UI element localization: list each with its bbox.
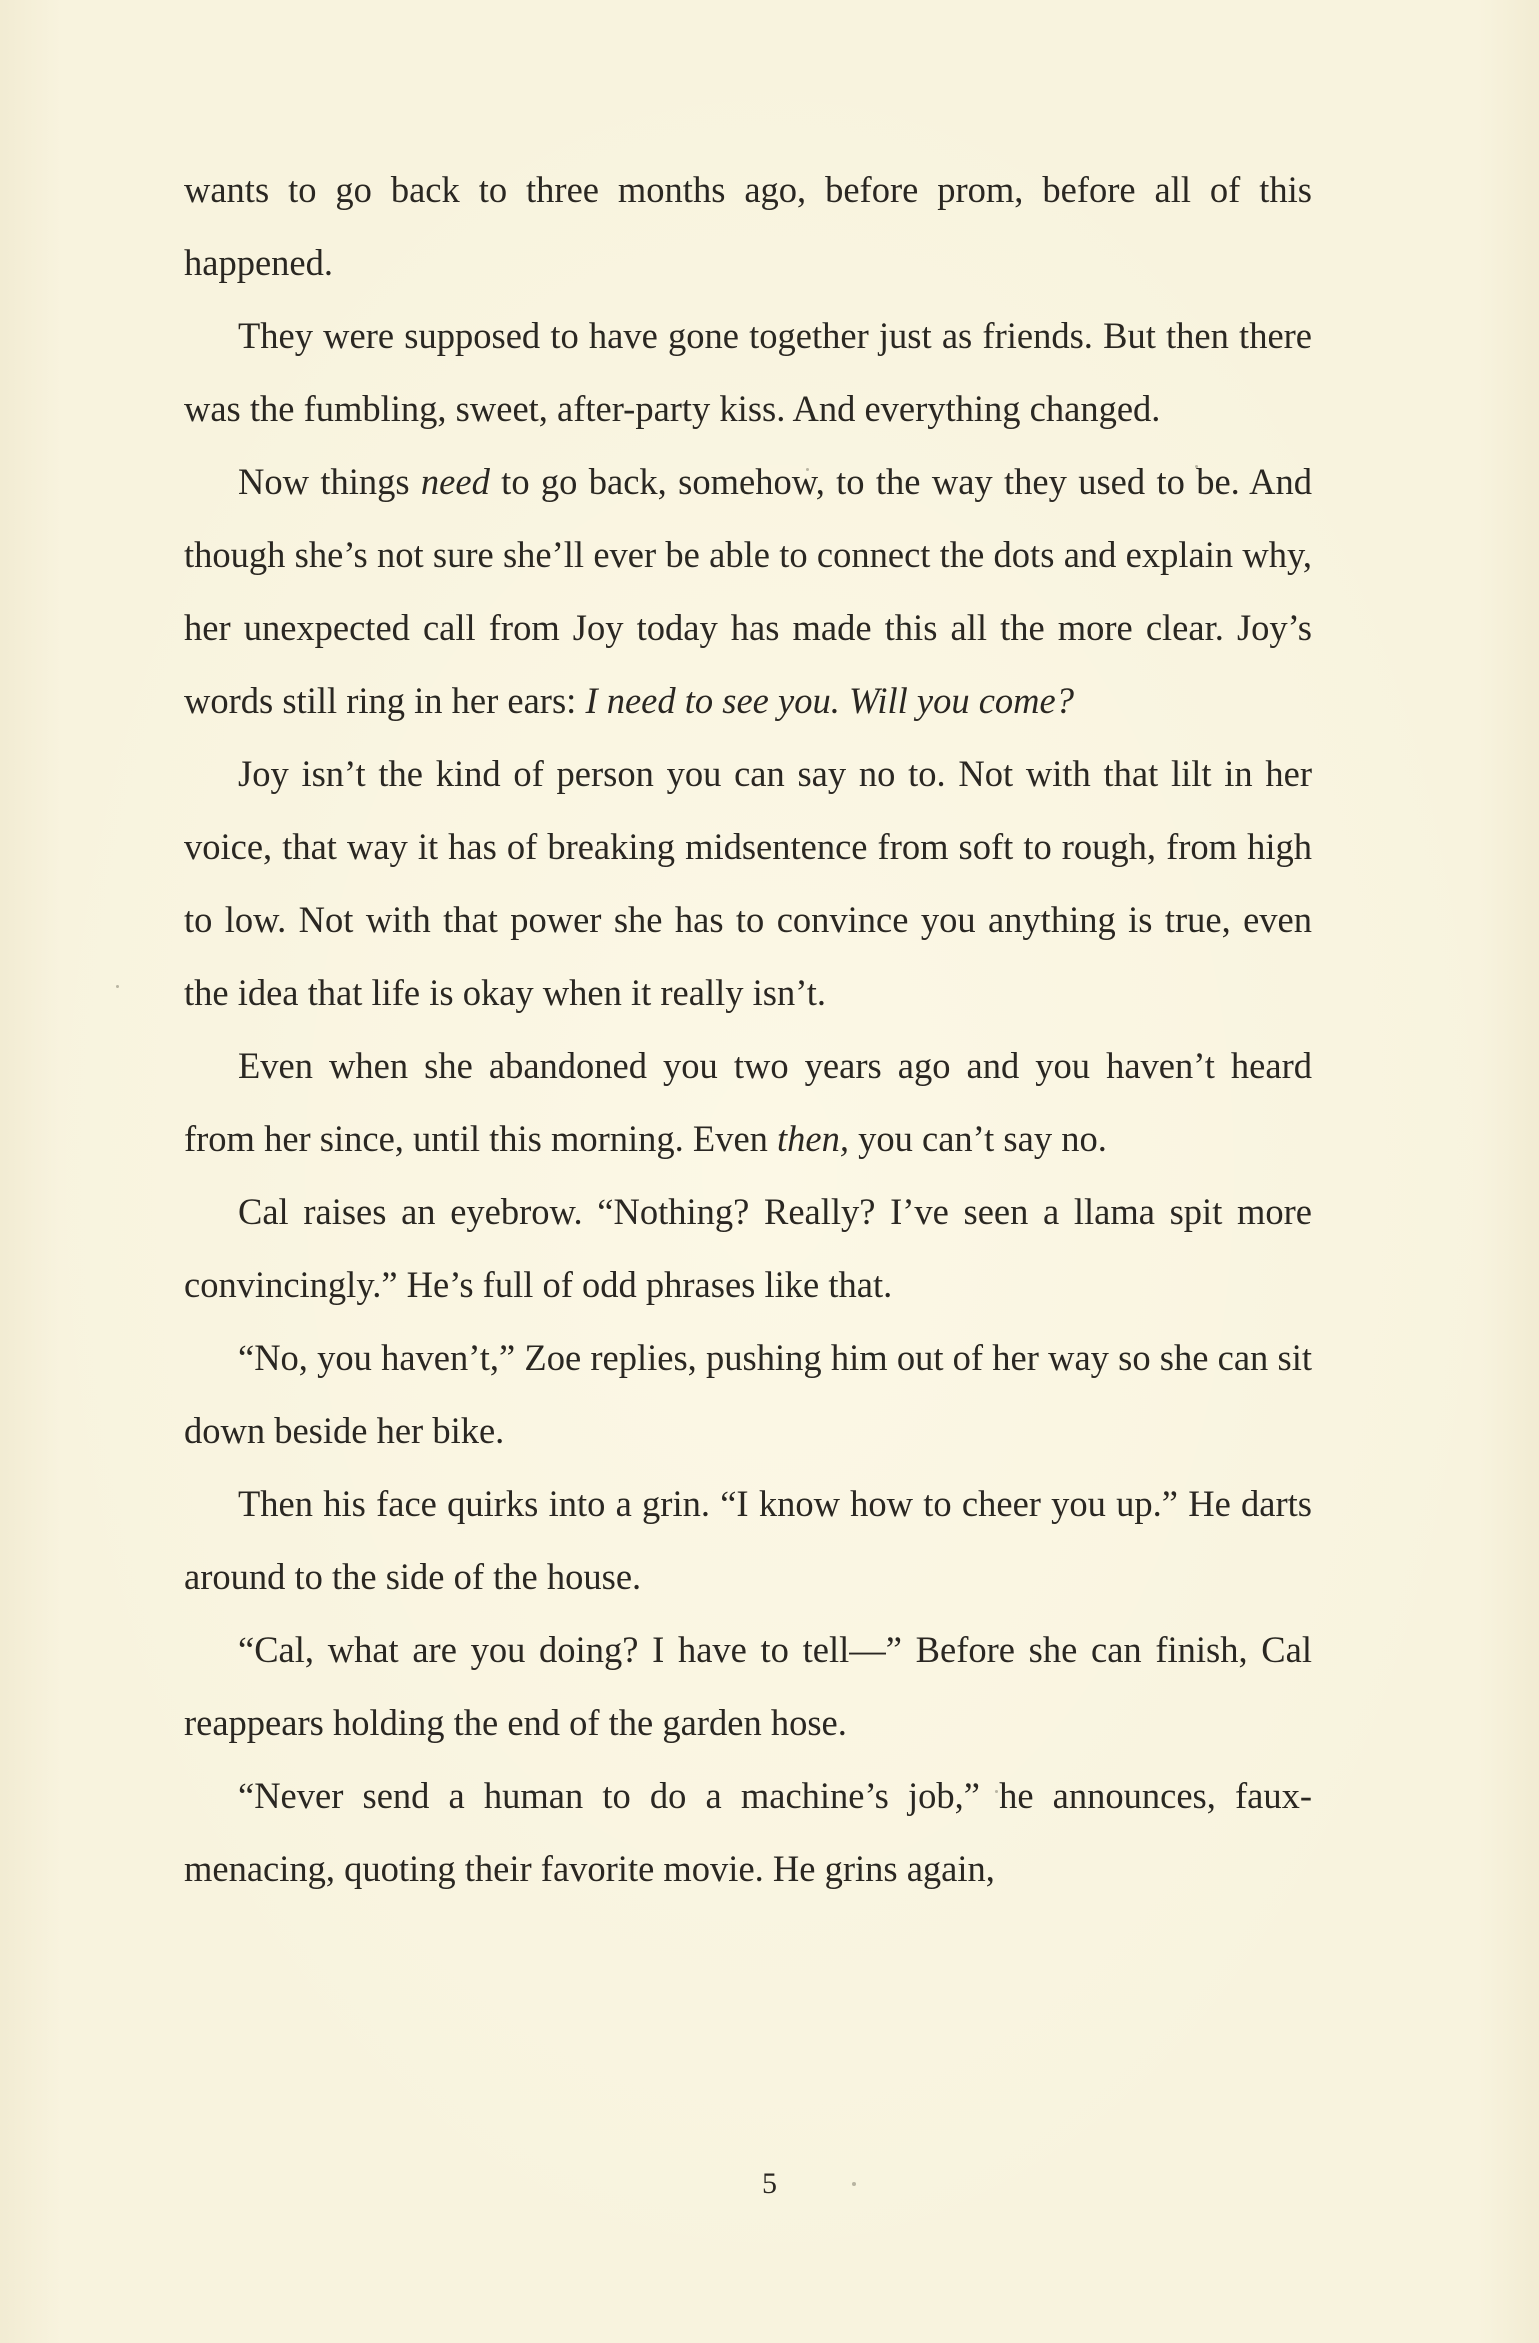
text-segment: Even when she abandoned you two years ago and you haven’t heard from her since, until this morning. Even [184,1045,1312,1159]
paragraph [184,1321,1312,1467]
page-number: 5 [762,2167,777,2200]
text-segment: “Cal, what are you doing? I have to tell—” Before she can finish, Cal reappears holding the end of the garden hose. [184,1629,1312,1743]
text-segment: Cal raises an eyebrow. “Nothing? Really? I’ve seen a llama spit more convincingly.” He’s full of odd phrases like that. [184,1191,1312,1305]
paragraph [184,1613,1312,1759]
text-segment: you can’t say no. [849,1118,1107,1159]
text-segment: They were supposed to have gone together just as friends. But then there was the fumbling, sweet, after-party kiss. And everything changed. [184,315,1312,429]
text-segment: “Never send a human to do a machine’s job,” he announces, faux-menacing, quoting their favorite movie. He grins again, [184,1775,1312,1889]
text-segment: Now things [238,461,421,502]
text-segment: wants to go back to three months ago, before prom, before all of this happened. [184,169,1312,283]
body-text [184,153,1312,1905]
italic-text: need [420,461,490,502]
text-segment: “No, you haven’t,” Zoe replies, pushing him out of her way so she can sit down beside her bike. [184,1337,1312,1451]
paragraph [184,445,1312,737]
paragraph [184,1467,1312,1613]
paragraph [184,737,1312,1029]
paper-speck [116,985,119,988]
text-segment: Joy isn’t the kind of person you can say no to. Not with that lilt in her voice, that way it has of breaking midsentence from soft to rough, from high to low. Not with that power she has to convince you anything is true, even the idea that life is okay when it really isn’t. [184,753,1312,1013]
italic-text: then, [777,1118,849,1159]
paragraph [184,153,1312,299]
paragraph [184,1759,1312,1905]
paragraph [184,299,1312,445]
text-segment: Then his face quirks into a grin. “I know how to cheer you up.” He darts around to the side of the house. [184,1483,1312,1597]
italic-text: I need to see you. Will you come? [585,680,1074,721]
text-segment: to go back, somehow, to the way they used to be. And though she’s not sure she’ll ever be able to connect the dots and explain why, her unexpected call from Joy today has made this all the more clear. Joy’s words still ring in her ears: [184,461,1312,721]
paragraph [184,1175,1312,1321]
paragraph [184,1029,1312,1175]
